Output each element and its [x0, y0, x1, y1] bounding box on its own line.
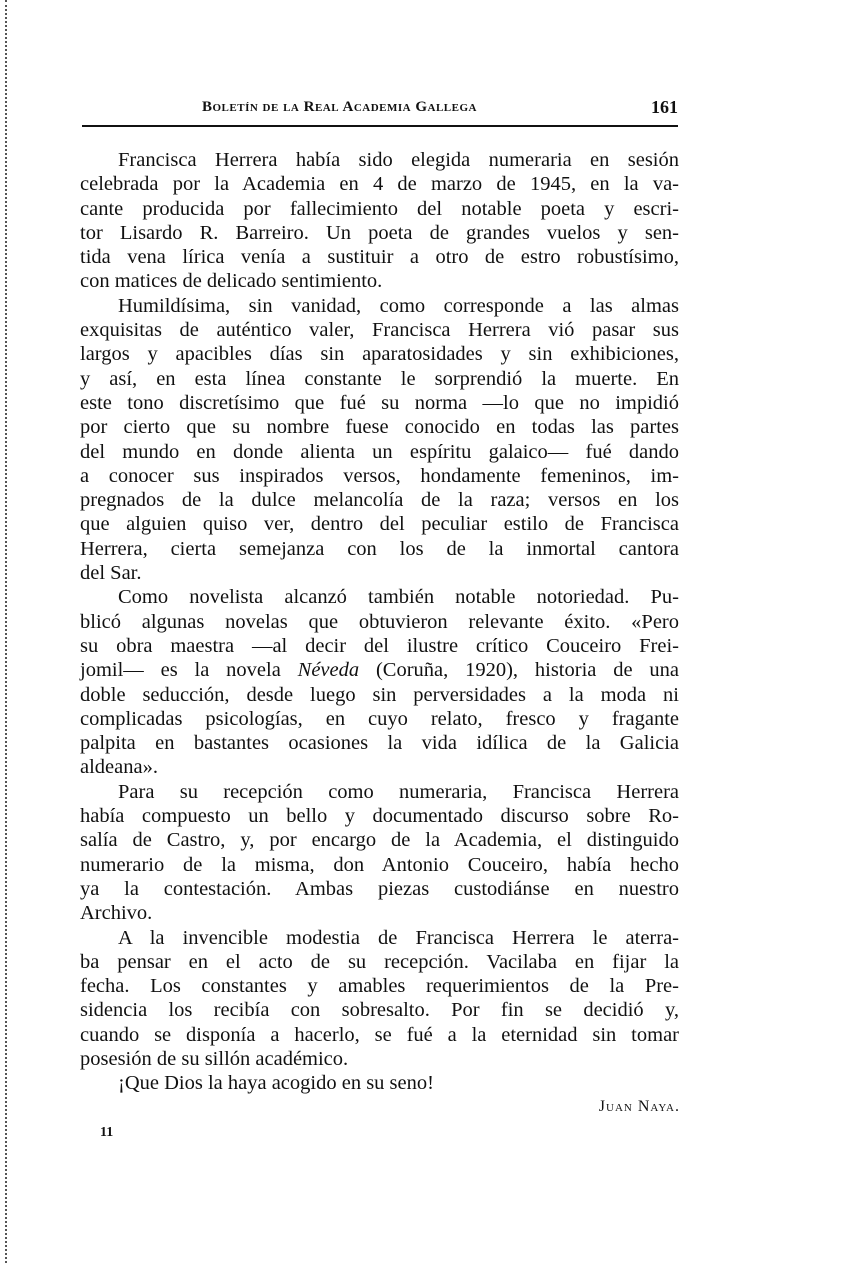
- text-line: salía de Castro, y, por encargo de la Academia, el distinguido: [80, 829, 679, 852]
- text-line: tida vena lírica venía a sustituir a otro de estro robustísimo,: [80, 246, 679, 269]
- text-line: que alguien quiso ver, dentro del peculiar estilo de Francisca: [80, 513, 679, 536]
- text-line: había compuesto un bello y documentado discurso sobre Ro-: [80, 805, 679, 828]
- text-line: este tono discretísimo que fué su norma —lo que no impidió: [80, 391, 679, 414]
- running-title: Boletín de la Real Academia Gallega: [202, 99, 477, 115]
- text-line: Como novelista alcanzó también notable notoriedad. Pu-: [118, 586, 679, 609]
- text-line: ¡Que Dios la haya acogido en su seno!: [118, 1072, 434, 1095]
- text-line: exquisitas de auténtico valer, Francisca Herrera vió pasar sus: [80, 319, 679, 342]
- page-number: 161: [651, 97, 678, 117]
- text-line: ya la contestación. Ambas piezas custodiánse en nuestro: [80, 877, 679, 900]
- text-line: complicadas psicologías, en cuyo relato, fresco y fragante: [80, 707, 679, 730]
- novel-title: Néveda: [297, 659, 360, 682]
- text-line: fecha. Los constantes y amables requerimientos de la Pre-: [80, 975, 679, 998]
- text-line: su obra maestra —al decir del ilustre crítico Couceiro Frei-: [80, 634, 679, 657]
- signature-mark: 11: [100, 1125, 114, 1140]
- text-line: cante producida por fallecimiento del notable poeta y escri-: [80, 197, 679, 220]
- text-line: Para su recepción como numeraria, Francisca Herrera: [118, 780, 679, 803]
- header-rule: [82, 125, 678, 127]
- text-line: ba pensar en el acto de su recepción. Vacilaba en fijar la: [80, 950, 679, 973]
- page-edge: [0, 0, 7, 1263]
- text-line: posesión de su sillón académico.: [80, 1047, 349, 1070]
- text-line: pregnados de la dulce melancolía de la raza; versos en los: [80, 489, 679, 512]
- text-line: A la invencible modestia de Francisca Herrera le aterra-: [118, 926, 679, 949]
- text-line: celebrada por la Academia en 4 de marzo de 1945, en la va-: [80, 173, 679, 196]
- text-line: jomil— es la novela Néveda (Coruña, 1920), historia de una: [80, 659, 679, 682]
- text-line: tor Lisardo R. Barreiro. Un poeta de grandes vuelos y sen-: [80, 221, 679, 244]
- article-body: [80, 148, 679, 1096]
- text-line: Francisca Herrera había sido elegida numeraria en sesión: [118, 149, 679, 171]
- text-line: largos y apacibles días sin aparatosidades y sin exhibiciones,: [80, 343, 679, 366]
- text-line: del mundo en donde alienta un espíritu galaico— fué dando: [80, 440, 679, 463]
- text-line: cuando se disponía a hacerlo, se fué a la eternidad sin tomar: [80, 1023, 679, 1046]
- text-line: palpita en bastantes ocasiones la vida idílica de la Galicia: [80, 732, 679, 755]
- text-line: doble seducción, desde luego sin perversidades a la moda ni: [80, 683, 679, 706]
- text-line: por cierto que su nombre fuese conocido en todas las partes: [80, 416, 679, 439]
- text-line: Archivo.: [80, 902, 153, 925]
- text-line: Herrera, cierta semejanza con los de la inmortal cantora: [80, 537, 679, 560]
- text-line: numerario de la misma, don Antonio Couceiro, había hecho: [80, 853, 679, 876]
- text-line: Humildísima, sin vanidad, como corresponde a las almas: [118, 294, 679, 317]
- text-line: sidencia los recibía con sobresalto. Por fin se decidió y,: [80, 999, 679, 1022]
- text-line: blicó algunas novelas que obtuvieron relevante éxito. «Pero: [80, 610, 679, 633]
- text-line: a conocer sus inspirados versos, hondamente femeninos, im-: [80, 464, 679, 487]
- author-signature: Juan Naya.: [598, 1098, 680, 1115]
- text-line: aldeana».: [80, 756, 158, 779]
- text-line: y así, en esta línea constante le sorprendió la muerte. En: [80, 367, 679, 390]
- running-header: [82, 97, 678, 123]
- text-line: con matices de delicado sentimiento.: [80, 270, 383, 293]
- text-line: del Sar.: [80, 562, 142, 585]
